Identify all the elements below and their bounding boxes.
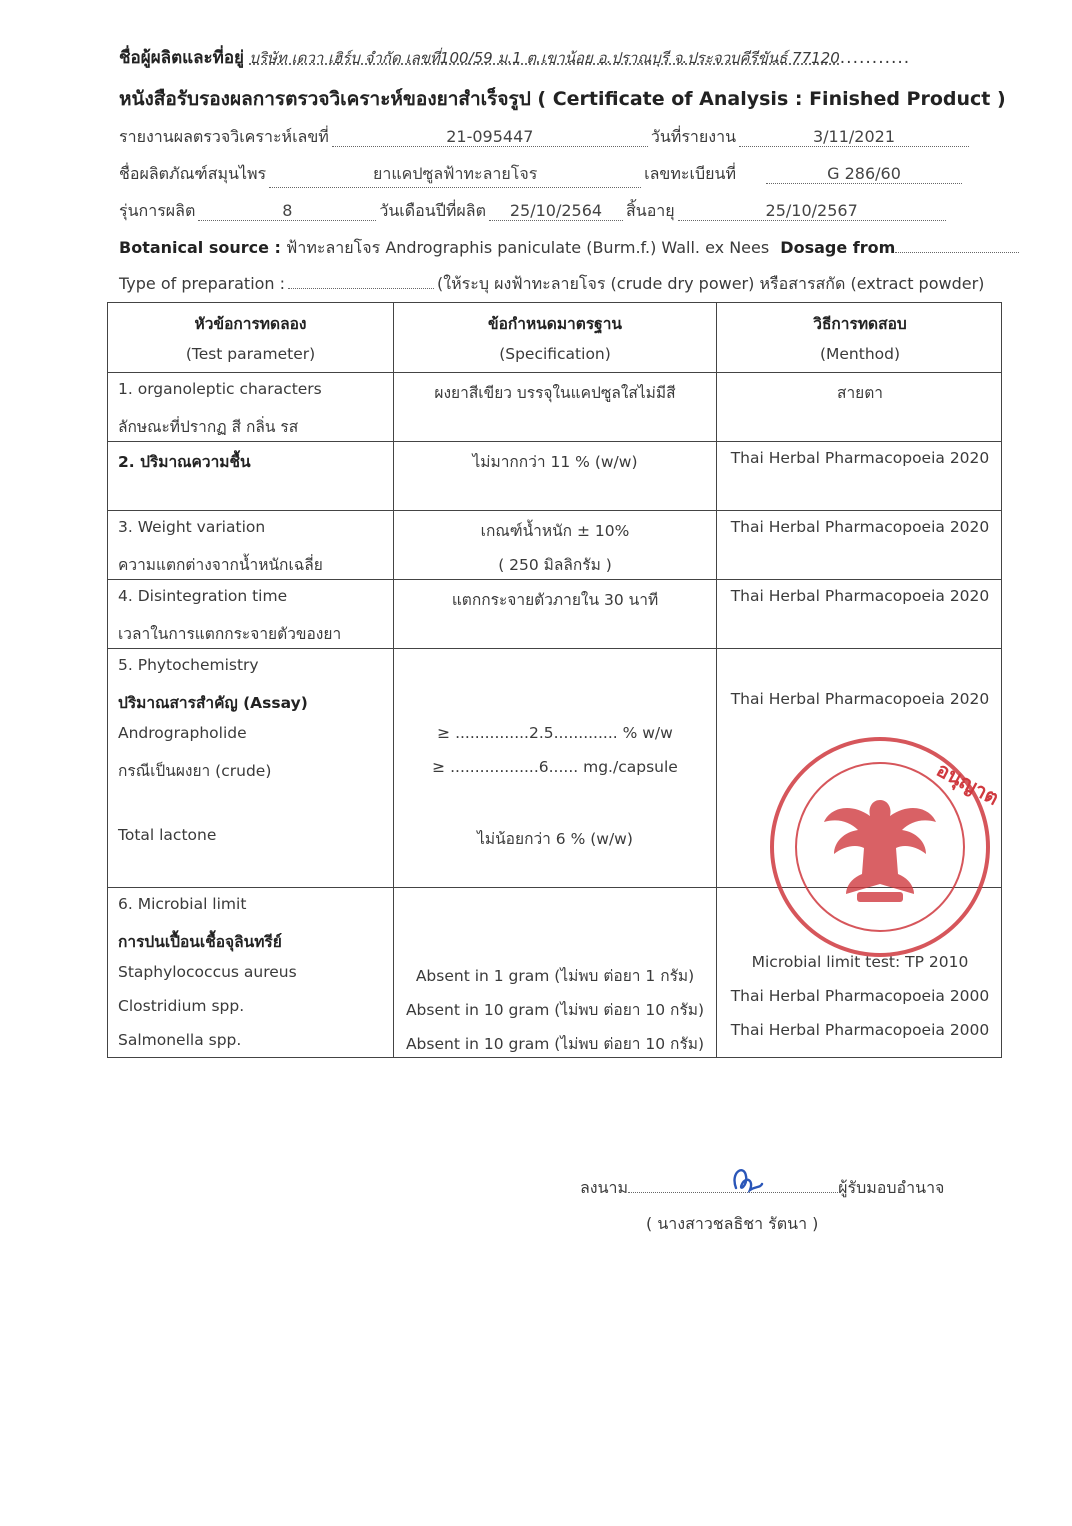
row5-spec-capsule: ≥ ..................6...... mg./capsule <box>432 758 678 776</box>
row6-method-2: Thai Herbal Pharmacopoeia 2000 <box>730 987 990 1005</box>
signature-scribble-icon <box>726 1162 766 1202</box>
row3-param: 3. Weight variation <box>118 518 266 536</box>
row-divider <box>108 648 1001 649</box>
prep-label: Type of preparation : <box>119 274 286 293</box>
row-divider <box>108 510 1001 511</box>
row6-param-clostridium: Clostridium spp. <box>118 997 245 1015</box>
report-no-label: รายงานผลตรวจวิเคราะห์เลขที่ <box>119 127 329 146</box>
row4-spec: แตกกระจายตัวภายใน 30 นาที <box>451 591 659 609</box>
sign-label: ลงนาม <box>580 1178 629 1197</box>
exp-label: สิ้นอายุ <box>625 201 675 220</box>
row2-param: 2. ปริมาณความชื้น <box>118 453 251 471</box>
row3-param-th: ความแตกต่างจากน้ำหนักเฉลี่ย <box>118 556 323 574</box>
header-test-parameter-th: หัวข้อการทดลอง <box>194 315 307 333</box>
botanical-label: Botanical source : <box>119 238 281 257</box>
row2-spec: ไม่มากกว่า 11 % (w/w) <box>472 453 638 471</box>
row4-param: 4. Disintegration time <box>118 587 288 605</box>
row3-method: Thai Herbal Pharmacopoeia 2020 <box>730 518 990 536</box>
row-divider <box>108 372 1001 373</box>
reg-no: G 286/60 <box>766 164 962 184</box>
row6-param-salmonella: Salmonella spp. <box>118 1031 242 1049</box>
row5-method: Thai Herbal Pharmacopoeia 2020 <box>730 690 990 708</box>
row-divider <box>108 441 1001 442</box>
mfg-label: วันเดือนปีที่ผลิต <box>379 201 486 220</box>
row6-spec-clostridium: Absent in 10 gram (ไม่พบ ต่อยา 10 กรัม) <box>405 1001 705 1019</box>
signer-name: ( นางสาวชลธิชา รัตนา ) <box>646 1214 819 1233</box>
lot-line <box>119 199 949 224</box>
mfg-date: 25/10/2564 <box>489 201 623 221</box>
garuda-emblem-icon <box>824 800 936 902</box>
official-stamp <box>765 732 1004 962</box>
prep-blank <box>288 288 434 289</box>
report-line <box>119 125 972 150</box>
maker-line: ชื่อผู้ผลิตและที่อยู่ บริษัท เดวา เฮิร์บ จำกัด เลขที่100/59 ม.1 ต.เขาน้อย อ.ปราณบุรี จ.ประจวบคีรีขันธ์ 77120........... <box>119 48 911 68</box>
row5-spec-percent: ≥ ...............2.5............. % w/w <box>437 724 673 742</box>
report-date-label: วันที่รายงาน <box>650 127 736 146</box>
row2-method: Thai Herbal Pharmacopoeia 2020 <box>730 449 990 467</box>
document-title: หนังสือรับรองผลการตรวจวิเคราะห์ของยาสำเร็จรูป ( Certificate of Analysis : Finished Product ) <box>119 88 1006 110</box>
row5-param-andrographolide: Andrographolide <box>118 724 247 742</box>
row5-param-assay: ปริมาณสารสำคัญ (Assay) <box>118 694 308 712</box>
prep-value: (ให้ระบุ ผงฟ้าทะลายโจร (crude dry power) หรือสารสกัด (extract powder) <box>437 274 985 293</box>
row5-param: 5. Phytochemistry <box>118 656 259 674</box>
exp-date: 25/10/2567 <box>678 201 946 221</box>
row4-method: Thai Herbal Pharmacopoeia 2020 <box>730 587 990 605</box>
row3-spec: เกณฑ์น้ำหนัก ± 10% <box>480 522 630 540</box>
product-line <box>119 162 965 188</box>
row5-spec-lactone: ไม่น้อยกว่า 6 % (w/w) <box>477 830 633 848</box>
header-specification-th: ข้อกำหนดมาตรฐาน <box>487 315 623 333</box>
maker-value: บริษัท เดวา เฮิร์บ จำกัด เลขที่100/59 ม.1 ต.เขาน้อย อ.ปราณบุรี จ.ประจวบคีรีขันธ์ 77120 <box>249 49 840 67</box>
lot-no: 8 <box>198 201 376 221</box>
row5-param-crude: กรณีเป็นผงยา (crude) <box>118 762 272 780</box>
row6-spec-salmonella: Absent in 10 gram (ไม่พบ ต่อยา 10 กรัม) <box>405 1035 705 1053</box>
column-divider <box>393 303 394 1057</box>
header-method-en: (Menthod) <box>819 345 901 363</box>
stamp-text-approved: อนุญาต <box>932 757 1004 810</box>
reg-label: เลขทะเบียนที่ <box>644 164 736 183</box>
row6-param: 6. Microbial limit <box>118 895 247 913</box>
row6-spec-staphylococcus: Absent in 1 gram (ไม่พบ ต่อยา 1 กรัม) <box>415 967 695 985</box>
row3-spec-weight: ( 250 มิลลิกรัม ) <box>498 556 612 574</box>
row1-param-th: ลักษณะที่ปรากฏ สี กลิ่น รส <box>118 418 299 436</box>
product-label: ชื่อผลิตภัณฑ์สมุนไพร <box>119 164 267 183</box>
botanical-line <box>119 236 1022 261</box>
header-test-parameter-en: (Test parameter) <box>185 345 316 363</box>
row1-param: 1. organoleptic characters <box>118 380 322 398</box>
dosage-label: Dosage from <box>780 238 896 257</box>
row6-param-th: การปนเปื้อนเชื้อจุลินทรีย์ <box>118 933 282 951</box>
row6-method-3: Thai Herbal Pharmacopoeia 2000 <box>730 1021 990 1039</box>
row5-param-total-lactone: Total lactone <box>118 826 217 844</box>
column-divider <box>716 303 717 1057</box>
authority-label: ผู้รับมอบอำนาจ <box>838 1178 945 1197</box>
prep-line <box>119 272 984 297</box>
signature-line <box>580 1176 944 1201</box>
report-date: 3/11/2021 <box>739 127 969 147</box>
lot-label: รุ่นการผลิต <box>119 201 196 220</box>
row6-param-staphylococcus: Staphylococcus aureus <box>118 963 297 981</box>
product-name: ยาแคปซูลฟ้าทะลายโจร <box>269 162 641 188</box>
maker-label: ชื่อผู้ผลิตและที่อยู่ <box>119 48 245 68</box>
botanical-value: ฟ้าทะลายโจร Andrographis paniculate (Burm.f.) Wall. ex Nees <box>286 238 770 257</box>
row1-spec: ผงยาสีเขียว บรรจุในแคปซูลใสไม่มีสี <box>434 384 676 402</box>
row6-method-1: Microbial limit test: TP 2010 <box>751 953 969 971</box>
row4-param-th: เวลาในการแตกกระจายตัวของยา <box>118 625 342 643</box>
header-method-th: วิธีการทดสอบ <box>813 315 907 333</box>
dosage-blank <box>895 252 1019 253</box>
report-no: 21-095447 <box>332 127 648 147</box>
signature-field <box>628 1192 838 1193</box>
header-specification-en: (Specification) <box>499 345 611 363</box>
row1-method: สายตา <box>836 384 883 402</box>
row-divider <box>108 579 1001 580</box>
